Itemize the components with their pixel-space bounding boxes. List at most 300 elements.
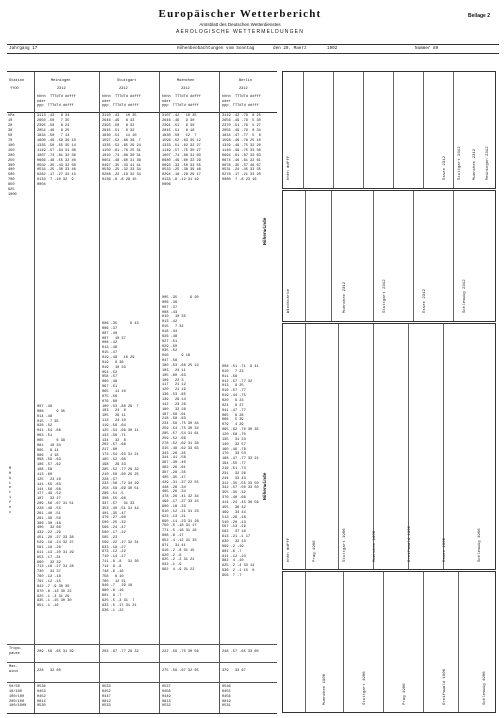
sig-level-row: 187 32 27 <box>37 497 61 502</box>
sig-level-row: 054 -52 <box>102 370 118 375</box>
sig-level-row: 760 12 21 <box>102 579 126 584</box>
bottom-cell: 0456 <box>162 689 171 694</box>
panel-station: Stuttgart 1906 <box>343 528 347 562</box>
table-cell: 1329 -49 -75 32 20 <box>222 143 261 148</box>
hoehenwinde-label: Höhenwinde <box>263 472 268 500</box>
sig-level-row: 673 -12 -22 <box>102 550 126 555</box>
sig-level-row: 139 29 14 <box>162 398 186 403</box>
sig-level-row: 177 -49 -52 <box>37 492 61 497</box>
table-cell: 1007 -74 -81 32 36 <box>37 153 76 158</box>
table-cell: 1830 -50 12 7 <box>162 133 197 138</box>
right-panel-4 <box>282 571 496 713</box>
sig-level-row: 808 -8 -17 <box>162 534 184 539</box>
bottom-cell: 0812 <box>102 699 111 704</box>
table-cell: 0282 -17 -27 32 13 <box>37 173 76 178</box>
sig-marker: t <box>9 481 12 486</box>
sig-level-row: 067 -51 <box>102 385 118 390</box>
pressure-level: 70 <box>8 138 13 143</box>
sig-level-row: 019 -49 10 29 <box>102 356 135 361</box>
panel-station: Muenchen 2312 <box>343 281 347 313</box>
sig-level-row: 120 -58 -70 <box>222 433 246 438</box>
station-time: 2312 <box>181 87 190 91</box>
station-name: Stuttgart <box>117 79 137 83</box>
sig-level-row: 414 -24 -45 36 56 <box>222 501 259 506</box>
sig-level-row: 599 -22 -27 32 31 <box>102 540 139 545</box>
table-cell: 0502 -35 -43 32 50 <box>37 163 76 168</box>
sig-level-row: 448 -28 -34 <box>162 485 186 490</box>
sig-level-row: 228 -48 -55 <box>37 507 61 512</box>
sig-level-row: 108 -58 <box>37 468 53 473</box>
sig-level-row: 432 -22 -29 <box>37 531 61 536</box>
table-cell: 2054 -49 8 25 <box>37 128 70 133</box>
nummer: Nummer 89 <box>415 46 439 51</box>
pressure-level: 850 <box>8 183 15 188</box>
sig-level-row: 760 -12 -18 <box>37 575 61 580</box>
bottom-cell: 0814 <box>37 699 46 704</box>
bottom-level: 10/100 <box>9 689 22 694</box>
sig-level-row: 076 -60 <box>102 399 118 404</box>
table-cell: 2646 -49 9 30 <box>162 118 195 123</box>
sig-level-row: 312 -35 -55 33 50 <box>222 481 259 486</box>
table-cell: 0497 -35 -43 41 41 <box>102 163 141 168</box>
bottom-cell: 0453 <box>37 689 46 694</box>
sig-level-row: 233 -58 -72 34 29 <box>102 482 139 487</box>
bottom-cell: 0533 <box>102 685 111 689</box>
sig-level-row: 106 22 3 <box>162 378 184 383</box>
table-cell: 2395 -50 8 24 <box>37 123 70 128</box>
table-cell: 1149 -57 -75 30 27 <box>162 148 201 153</box>
sig-level-row: 041 -47 -77 <box>222 408 246 413</box>
sig-level-row: 405 -35 -47 <box>162 475 186 480</box>
sig-level-row: 020 9 23 <box>222 399 244 404</box>
sig-level-row: 234 -59 -75 30 34 <box>162 422 199 427</box>
sig-level-row: 925 2 -4 33 14 <box>222 564 255 569</box>
standard-levels-col <box>102 114 141 183</box>
table-cell: 1834 -50 7 14 <box>37 133 70 138</box>
maxwind-label: Max- wind <box>9 665 18 674</box>
table-cell: 2055 -49 -79 8 34 <box>222 128 261 133</box>
section-title: AEROLOGISCHE WETTERMELDUNGEN <box>175 29 305 35</box>
sig-marker: c <box>9 510 12 515</box>
maxwind-row <box>7 662 277 677</box>
sig-level-row: 611 -13 -20 31 29 <box>37 550 74 555</box>
table-cell: 0294 -16 -29 29 17 <box>162 173 201 178</box>
table-cell: 3107 -42 10 35 <box>162 114 197 118</box>
sig-level-row: 591 -18 -26 <box>37 545 61 550</box>
table-cell: 0674 -46 -61 32 61 <box>222 158 261 163</box>
sig-level-row: 455 36 42 <box>222 505 246 510</box>
sig-level-row: 015 7 35 <box>37 419 59 424</box>
sig-level-row: 095 -62 -70 30 35 <box>222 428 259 433</box>
col-head: hhhh TTTdTd ddfff oder ppp TTTdTd ddfff <box>222 95 261 109</box>
sig-level-row: 610 -12 -21 31 23 <box>162 509 199 514</box>
sig-level-row: 936 -1 -22 <box>102 608 124 613</box>
table-cell: 0133 7 -10 32 9 <box>37 178 74 183</box>
level-unit: hPa <box>8 114 15 118</box>
tropo-value: 203 -67 -77 29 32 <box>102 650 139 654</box>
sig-level-row: 024 9 27 <box>222 403 244 408</box>
bottom-cell: 0530 <box>37 704 46 709</box>
bottom-cell: 0452 <box>102 689 111 694</box>
sig-marker: e <box>9 486 12 491</box>
sig-level-row: 871 31 41 <box>162 543 186 548</box>
sig-level-row: 846 -7 29 18 <box>102 584 133 589</box>
table-cell: 1149 -57 -64 31 38 <box>37 148 76 153</box>
bottom-cell: 0447 <box>102 694 111 699</box>
sig-level-row: 113 24 10 <box>102 419 126 424</box>
sig-level-row: 880 -6 -16 <box>102 589 124 594</box>
sig-level-row: 382 -26 -61 <box>162 466 186 471</box>
sig-level-row: 580 -17 -22 <box>102 530 126 535</box>
sig-level-row: 085 8 14 <box>37 448 59 453</box>
sig-level-row: 008 9 35 <box>37 409 66 414</box>
sig-level-row: 180 32 26 <box>162 407 186 412</box>
sig-level-row: 125 24 16 <box>37 477 61 482</box>
sig-level-row: 842 -7 -9 30 30 <box>37 584 70 589</box>
sig-level-row: 194 -55 -77 <box>222 462 246 467</box>
sig-level-row: 513 -28 -16 <box>222 515 246 520</box>
panel-station: Schleswig 2312 <box>463 279 467 313</box>
station-name: Muenchen <box>177 79 195 83</box>
sig-level-row: 006 -35 9 43 <box>102 322 139 326</box>
sig-marker: i <box>9 496 12 501</box>
sig-level-row: 400 32 66 <box>37 526 61 531</box>
sig-level-row: 100 -53 -68 25 12 <box>162 364 199 369</box>
sig-level-row: 355 -35 -32 <box>222 491 246 496</box>
col-head: hhhh TTTdTd ddfff oder ppp TTTdTd ddfff <box>162 95 201 109</box>
table-cell: 0693 -33 -50 33 55 <box>162 163 201 168</box>
table-cell: 0531 -24 -45 33 35 <box>222 168 261 173</box>
table-cell: 1834 -47 -77 5 6 <box>222 133 261 138</box>
panel-station: Essen 1906 <box>443 537 447 562</box>
panel-station: Greifswald 1906 <box>408 525 412 562</box>
table-cell: 0278 -17 -21 33 20 <box>222 173 261 178</box>
table-cell: 2656 -49 -79 5 30 <box>222 118 261 123</box>
sig-level-row: 188 -47 -77 33 21 <box>222 457 259 462</box>
col-head: hhhh TTTdTd ddfff oder ppp TTTdTd ddfff <box>37 95 76 109</box>
sig-level-row: 027 -51 <box>162 339 178 344</box>
sig-level-row: 134 32 8 <box>102 438 126 443</box>
sig-level-row: 040 9 18 <box>162 354 191 359</box>
column-divider <box>99 72 100 713</box>
sig-level-row: 060 -48 <box>102 380 118 385</box>
sig-level-row: 006 -36 <box>162 300 178 305</box>
maxwind-value: 228 32 60 <box>37 669 61 673</box>
sig-level-row: 113 -60 <box>37 473 53 478</box>
table-cell: 1333 -51 -62 32 27 <box>162 143 201 148</box>
sig-level-row: 047 -58 <box>162 359 178 364</box>
sig-level-row: 013 8 25 <box>222 384 244 389</box>
pressure-level: 300 <box>8 163 15 168</box>
panel-station: Muenchen 1906 <box>323 673 327 705</box>
sig-level-row: 198 29 33 <box>102 462 126 467</box>
sig-level-row: 259 -54 -75 30 34 <box>162 427 199 432</box>
sig-level-row: 962 4 -9 31 22 <box>162 568 195 573</box>
sig-marker: n <box>9 505 12 510</box>
sig-level-row: 119 -59 -64 <box>102 424 126 429</box>
sig-level-row: 315 -48 -62 33 63 <box>162 446 199 451</box>
panel-station: Stuttgart 2312 <box>383 279 387 313</box>
sig-level-row: 478 -26 -41 32 34 <box>162 495 199 500</box>
sig-level-row: 014 -48 <box>37 414 53 419</box>
bottom-vals <box>102 685 111 709</box>
table-cell: 0533 -25 -38 39 46 <box>162 168 201 173</box>
sig-level-row: 106 -57 -62 <box>37 463 61 468</box>
panel-station: Greifswald 1906 <box>443 668 447 705</box>
sig-level-row: 100 -53 -88 28 7 <box>102 404 139 409</box>
station-label: Station <box>9 79 25 83</box>
table-cell: 1596 -52 -63 35 12 <box>162 138 201 143</box>
table-cell: 1830 -51 11 10 <box>102 133 137 138</box>
table-cell: 2646 -49 8 33 <box>102 118 135 123</box>
table-cell: 0678 -35 -57 46 67 <box>222 163 261 168</box>
sig-level-row: 019 10 33 <box>102 365 126 370</box>
pressure-level: 30 <box>8 128 13 133</box>
sig-level-row: 066 5 39 <box>222 418 244 423</box>
sig-level-row: 540 -20 -13 <box>222 520 246 525</box>
sig-level-row: 714 8 -8 <box>102 564 122 569</box>
sig-level-row: 103 24 8 <box>102 409 126 414</box>
table-cell: 0004 <box>37 183 46 188</box>
sig-level-row: 103 24 11 <box>162 368 186 373</box>
pressure-level: 925 <box>8 188 15 193</box>
panel-station: Muenchen 1906 <box>373 530 377 562</box>
sig-level-row: 870 -6 -13 30 22 <box>37 589 72 594</box>
sig-level-row: 187 -58 -61 <box>162 412 186 417</box>
bottom-cell: 0536 <box>222 685 231 689</box>
sig-level-row: 012 -57 -77 32 <box>222 379 253 384</box>
sig-level-row: 160 -49 -76 <box>222 447 246 452</box>
sig-level-row: 065 11 10 <box>102 390 126 395</box>
sig-level-row: 353 -40 -51 31 44 <box>102 506 139 511</box>
sig-level-row: 005 -35 9 20 <box>162 296 199 300</box>
sig-level-row: 344 -41 -58 <box>162 456 186 461</box>
sig-marker: t <box>9 491 12 496</box>
sig-level-row: 925 -2 -2 31 22 <box>162 558 195 563</box>
table-cell: 1598 -49 -78 25 10 <box>222 138 261 143</box>
sig-level-row: 218 -58 -63 <box>162 417 186 422</box>
sig-levels-stuttgart <box>102 322 139 614</box>
sig-level-row: 451 -20 -27 33 38 <box>37 536 74 541</box>
bottom-levels <box>9 685 26 709</box>
sig-marker: M <box>9 467 12 471</box>
right-panel-1 <box>282 71 496 189</box>
bottom-cell: 0455 <box>222 689 231 694</box>
col-head: hhhh TTTdTd ddfff oder ppp TTTdTd ddfff <box>102 95 141 109</box>
panel-station: Stuttgart 1906 <box>363 671 367 705</box>
sig-level-row: 750 -5 -18 31 17 <box>162 524 197 529</box>
sig-levels-muenchen <box>162 296 199 573</box>
bottom-block <box>7 682 277 713</box>
sig-level-row: 019 -44 -75 <box>222 394 246 399</box>
panel-station: Essen 2312 <box>443 155 447 180</box>
table-cell: 3119 -42 -79 8 25 <box>222 114 261 118</box>
sig-level-row: 261 -40 -51 <box>37 511 61 516</box>
sig-level-row: 136 -53 -65 <box>162 393 186 398</box>
sig-level-row: 217 -60 <box>102 448 118 453</box>
sig-level-row: 105 -60 -63 <box>162 373 186 378</box>
sig-level-row: 144 -56 -66 <box>37 487 61 492</box>
bottom-cell: 0819 <box>222 699 231 704</box>
sig-level-row: 026 -48 <box>162 334 178 339</box>
sig-level-row: 630 32 13 <box>222 539 246 544</box>
sig-level-row: 075 -56 <box>102 394 118 399</box>
sig-level-row: 170 33 53 <box>222 452 246 457</box>
sig-level-row: 401 -35 -47 <box>102 511 126 516</box>
sig-level-row: 133 -56 -71 <box>102 433 126 438</box>
sig-marker: H <box>9 471 12 476</box>
maxwind-value: 379 33 67 <box>222 669 246 673</box>
table-cell: 2650 -50 7 35 <box>37 118 70 123</box>
panel-note: Windstärke <box>287 288 291 313</box>
sig-level-row: 623 -13 -21 <box>162 514 186 519</box>
beilage-label: Beilage 2 <box>468 13 490 19</box>
sig-level-row: 585 -23 <box>102 535 118 540</box>
table-cell: 1007 -74 -88 31 63 <box>162 153 201 158</box>
sig-level-row: 925 -5 -3 31 7 <box>102 598 135 603</box>
sig-level-row: 142 23 26 <box>162 402 186 407</box>
table-cell: 2045 -51 8 18 <box>162 128 195 133</box>
sig-level-row: 465 -26 -34 <box>162 490 186 495</box>
sig-level-row: 231 32 26 <box>222 471 246 476</box>
sig-level-row: 007 10 37 <box>102 336 126 341</box>
sig-level-row: 058 -57 <box>102 375 118 380</box>
sig-level-row: 015 7 32 <box>162 325 184 330</box>
sig-level-row: 007 -37 <box>162 305 178 310</box>
sig-level-row: 337 -57 31 33 <box>102 501 135 506</box>
sig-level-row: 801 -6 -7 <box>222 549 242 554</box>
table-cell: 3110 -43 10 35 <box>102 114 137 118</box>
pressure-level: 200 <box>8 153 15 158</box>
table-cell: 0080 7 -8 23 16 <box>222 178 257 183</box>
sig-level-row: 063 -51 <box>37 434 53 439</box>
table-cell: 0680 -49 -60 32 29 <box>162 158 201 163</box>
pressure-level: 700 <box>8 178 15 183</box>
sig-level-row: 925 -1 -3 31 29 <box>37 594 70 599</box>
table-cell: 0539 -25 -32 33 34 <box>102 168 141 173</box>
sig-level-row: 117 21 12 <box>162 383 186 388</box>
sig-level-row: 281 -38 -56 <box>37 516 61 521</box>
sig-level-row: 018 -44 <box>162 330 178 335</box>
jahrgang: Jahrgang 17 <box>9 46 38 51</box>
sig-level-row: 135 31 23 <box>222 437 246 442</box>
pressure-level: 10 <box>8 118 13 123</box>
sig-level-row: 476 -27 -60 <box>102 516 126 521</box>
sig-level-row: 008 -43 <box>162 310 178 315</box>
bottom-cell: 0537 <box>162 685 171 689</box>
sig-level-row: 015 -47 <box>102 351 118 356</box>
sig-level-row: 010 10 35 <box>162 315 186 320</box>
table-header <box>7 72 277 113</box>
sig-level-row: 105 29 11 <box>102 414 126 419</box>
sig-level-row: 429 -31 -37 22 55 <box>162 480 199 485</box>
station-time: 2312 <box>57 87 66 91</box>
table-cell: 1600 -49 -59 36 10 <box>37 138 76 143</box>
sig-level-row: 205 -52 -77 29 32 <box>102 467 139 472</box>
tropo-value: 222 -59 -75 30 56 <box>162 650 199 654</box>
sig-level-row: 499 34 44 <box>222 510 246 515</box>
sig-level-row: 343 -26 -35 <box>162 451 186 456</box>
pressure-level: 50 <box>8 133 13 138</box>
sig-level-row: 041 -54 -68 <box>37 429 61 434</box>
tropo-value: 209 -56 -65 31 39 <box>37 650 74 654</box>
datum: den 29. Maerz <box>273 46 307 51</box>
panel-station: Prag 1906 <box>403 683 407 705</box>
panel-station: Essen 2312 <box>423 288 427 313</box>
sig-level-row: 956 7 -7 <box>222 573 242 578</box>
maxwind-value: 275 -59 -67 32 65 <box>162 669 199 673</box>
tropo-label: Tropo- pause <box>9 647 22 656</box>
table-cell: 0136 -8 -8 29 15 <box>102 178 137 183</box>
sig-level-row: 029 -50 <box>162 344 178 349</box>
sig-level-row: 387 -28 -35 <box>162 470 186 475</box>
sig-level-row: 010 7 23 <box>222 369 244 374</box>
table-cell: 1597 -52 -66 36 7 <box>102 138 141 143</box>
table-cell: 1150 -61 -76 25 31 <box>102 148 141 153</box>
bottom-vals <box>37 685 46 709</box>
sig-level-row: 216 -51 -73 <box>222 467 246 472</box>
bottom-level: 200/100 <box>9 699 25 704</box>
right-panel-3 <box>282 323 496 570</box>
pressure-level: 150 <box>8 148 15 153</box>
bottom-cell: 0452 <box>37 694 46 699</box>
sig-level-row: 086 4 18 <box>37 453 59 458</box>
sig-level-row: 932 -1 -9 <box>162 563 182 568</box>
sig-level-row: 882 4 -10 <box>222 559 244 564</box>
sig-level-row: 653 -17 -31 <box>37 555 61 560</box>
table-cell: 2045 -51 9 32 <box>102 128 135 133</box>
sig-level-row: 035 -52 <box>162 349 178 354</box>
panel-station: Prag 1906 <box>313 540 317 562</box>
standard-levels-col <box>222 114 261 183</box>
sig-level-row: 500 -25 -32 <box>102 521 126 526</box>
sig-level-row: 006 -37 <box>102 326 118 331</box>
sig-level-row: 008 -42 <box>102 341 118 346</box>
bottom-level: 100/100 <box>9 694 25 699</box>
sig-level-row: 936 2 -1 15 6 <box>222 569 255 574</box>
right-panel-2 <box>282 190 496 322</box>
station-table <box>7 71 277 714</box>
panel-station: Schleswig 1906 <box>483 671 487 705</box>
sig-level-row: 852 -4 -12 31 33 <box>162 538 197 543</box>
sig-level-row: 308 -55 -66 <box>102 496 126 501</box>
level-column <box>8 114 17 198</box>
table-cell: 0651 -48 -60 31 36 <box>102 158 141 163</box>
sig-level-row: 582 37 18 <box>222 530 246 535</box>
sig-level-row: 258 -58 -69 30 51 <box>102 487 139 492</box>
sig-level-row: 008 -51 -71 9 41 <box>222 365 259 369</box>
sig-levels-berlin <box>222 365 259 579</box>
sig-level-row: 278 -52 -62 31 28 <box>162 441 199 446</box>
table-cell: 0006 <box>162 183 171 188</box>
sig-level-row: 202 -57 -68 <box>102 443 126 448</box>
panel-station: Meiningen 2312 <box>486 146 490 180</box>
panel-station: Schleswig 1906 <box>478 528 482 562</box>
bottom-cell: 0456 <box>222 694 231 699</box>
sig-level-row: 007 -40 <box>102 331 118 336</box>
sig-level-row: 567 -13 -19 <box>222 525 246 530</box>
pressure-level: 20 <box>8 123 13 128</box>
station-time: 2312 <box>239 87 248 91</box>
table-cell: 3113 -43 9 34 <box>37 114 70 118</box>
station-name: Meiningen <box>51 79 71 83</box>
bottom-cell: 0531 <box>222 704 231 709</box>
sig-level-row: 209 -56 -67 31 51 <box>37 502 74 507</box>
sig-level-row: 140 32 57 <box>222 442 246 447</box>
table-cell: 2391 -51 9 30 <box>162 123 195 128</box>
info-bar <box>7 44 499 54</box>
sig-level-row: 529 -19 -24 32 37 <box>37 541 74 546</box>
